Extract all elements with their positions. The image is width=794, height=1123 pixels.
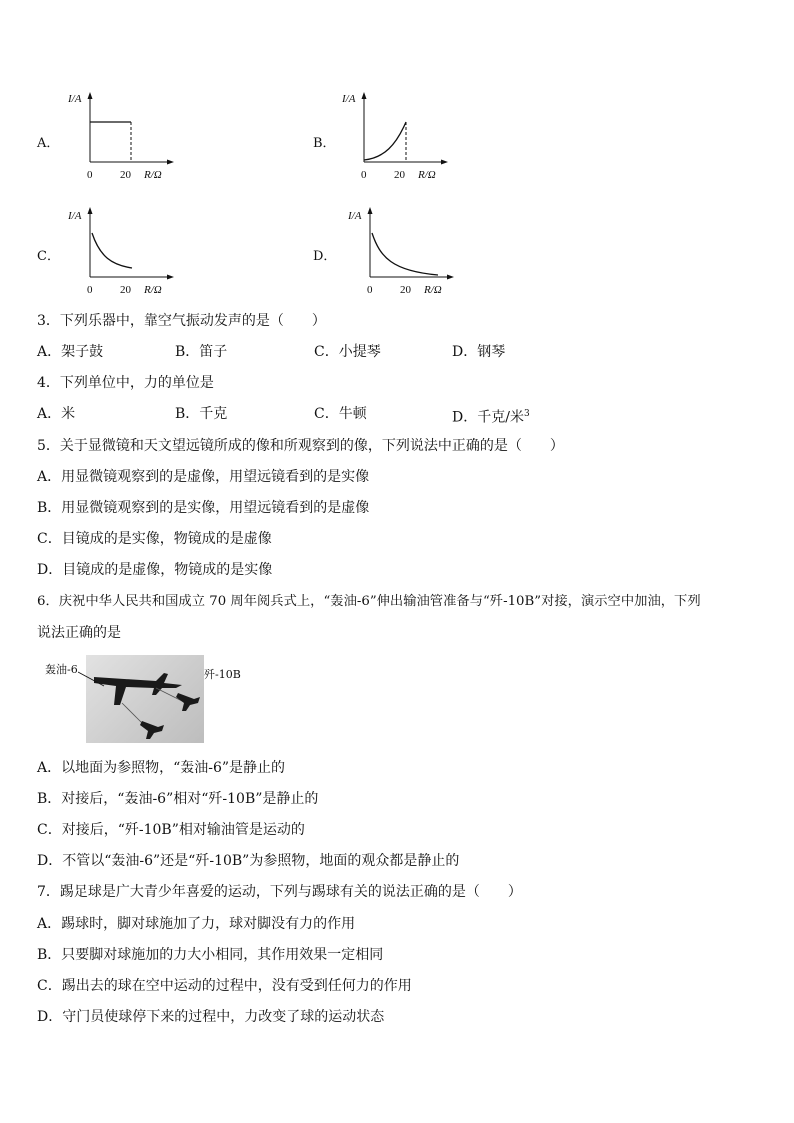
graph-c-tick-0: 0	[87, 284, 93, 296]
q3-stem: 3．下列乐器中，靠空气振动发声的是（ ）	[37, 313, 326, 329]
option-c-letter: C．	[37, 249, 60, 264]
q4-option-a: A．米	[37, 406, 76, 422]
photo-label-fighter: 歼-10B	[204, 668, 241, 681]
q7-stem: 7．踢足球是广大青少年喜爱的运动，下列与踢球有关的说法正确的是（ ）	[37, 884, 522, 900]
q5-option-a: A．用显微镜观察到的是虚像，用望远镜看到的是实像	[37, 469, 370, 485]
graph-c-tick-20: 20	[120, 284, 131, 296]
q6-stem-line2: 说法正确的是	[37, 625, 121, 641]
q6-option-c: C．对接后，“歼-10B”相对输油管是运动的	[37, 822, 305, 838]
graph-b-tick-20: 20	[394, 169, 405, 181]
q6-option-b: B．对接后，“轰油-6”相对“歼-10B”是静止的	[37, 791, 319, 807]
graph-a-tick-0: 0	[87, 169, 93, 181]
option-b-letter: B．	[313, 136, 336, 151]
q5-option-c: C．目镜成的是实像，物镜成的是虚像	[37, 531, 272, 547]
graph-b	[334, 90, 464, 185]
photo-label-tanker: 轰油-6	[45, 663, 78, 676]
graph-a	[60, 90, 190, 185]
graph-d-tick-0: 0	[367, 284, 373, 296]
graph-b-tick-0: 0	[361, 169, 367, 181]
q7-option-b: B．只要脚对球施加的力大小相同，其作用效果一定相同	[37, 947, 384, 963]
graph-d-tick-20: 20	[400, 284, 411, 296]
q7-option-a: A．踢球时，脚对球施加了力，球对脚没有力的作用	[37, 916, 356, 932]
graph-d-x-label: R/Ω	[424, 284, 442, 296]
q3-option-c: C．小提琴	[314, 344, 381, 360]
option-d-letter: D．	[313, 249, 337, 264]
q7-option-c: C．踢出去的球在空中运动的过程中，没有受到任何力的作用	[37, 978, 412, 994]
photo-label-tanker-pointer	[78, 670, 108, 690]
q4-superscript: 3	[523, 409, 530, 419]
q3-option-a: A．架子鼓	[37, 344, 104, 360]
graph-a-y-label: I/A	[68, 93, 82, 105]
q3-option-b: B．笛子	[175, 344, 228, 360]
q4-option-d: D．千克/米$^3$	[452, 409, 530, 426]
aircraft-silhouettes	[86, 655, 204, 743]
q6-option-d: D．不管以“轰油-6”还是“歼-10B”为参照物，地面的观众都是静止的	[37, 853, 460, 869]
q7-option-d: D．守门员使球停下来的过程中，力改变了球的运动状态	[37, 1009, 385, 1025]
graph-c	[60, 205, 190, 300]
graph-c-y-label: I/A	[68, 210, 82, 222]
q5-option-d: D．目镜成的是虚像，物镜成的是实像	[37, 562, 273, 578]
q5-option-b: B．用显微镜观察到的是实像，用望远镜看到的是虚像	[37, 500, 370, 516]
graph-a-x-label: R/Ω	[144, 169, 162, 181]
q4-stem: 4．下列单位中，力的单位是	[37, 375, 214, 391]
graph-b-x-label: R/Ω	[418, 169, 436, 181]
graph-d	[340, 205, 470, 300]
option-a-letter: A．	[37, 136, 60, 151]
q6-stem-line1: 6．庆祝中华人民共和国成立 70 周年阅兵式上，“轰油-6”伸出输油管准备与“歼-10B”对接，演示空中加油，下列	[37, 594, 701, 609]
q3-option-d: D．钢琴	[452, 344, 506, 360]
q6-option-a: A．以地面为参照物，“轰油-6”是静止的	[37, 760, 286, 776]
graph-b-y-label: I/A	[342, 93, 356, 105]
q5-stem: 5．关于显微镜和天文望远镜所成的像和所观察到的像，下列说法中正确的是（ ）	[37, 438, 564, 454]
q4-option-b: B．千克	[175, 406, 228, 422]
aerial-refueling-photo	[86, 655, 204, 743]
graph-d-y-label: I/A	[348, 210, 362, 222]
graph-c-x-label: R/Ω	[144, 284, 162, 296]
graph-a-tick-20: 20	[120, 169, 131, 181]
q4-option-c: C．牛顿	[314, 406, 367, 422]
